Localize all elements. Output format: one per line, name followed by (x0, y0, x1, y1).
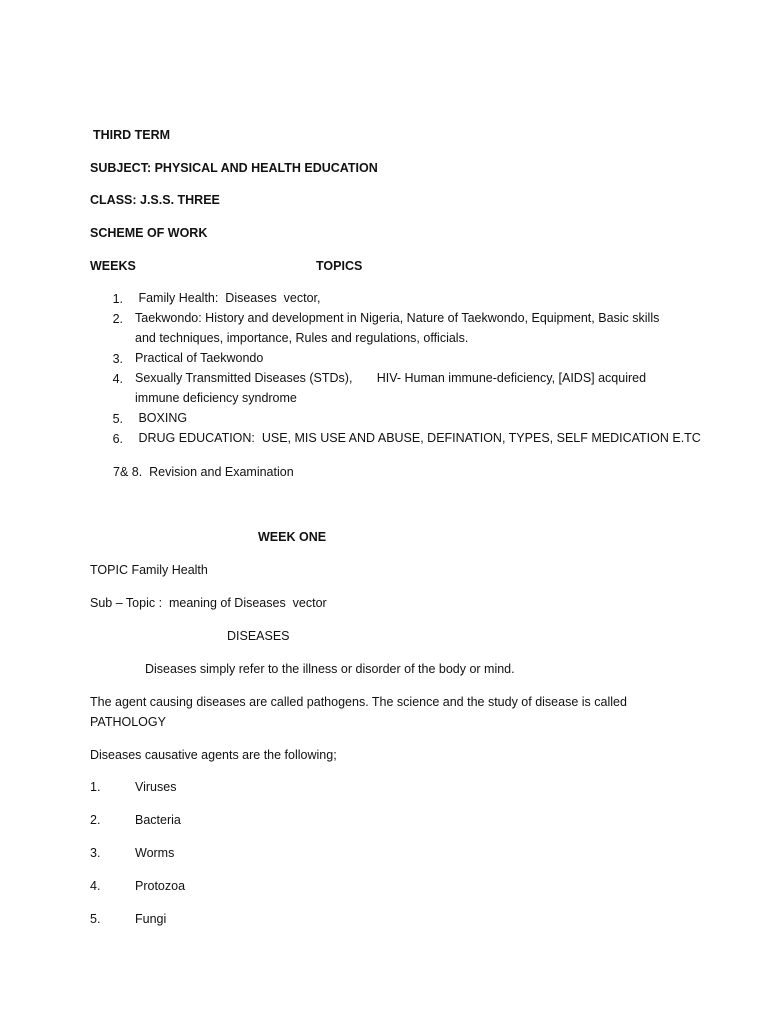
agents-intro: Diseases causative agents are the following; (90, 748, 337, 762)
list-item-number: 3. (112, 352, 123, 366)
list-item: Family Health: Diseases vector, (135, 291, 321, 305)
agent-label: Viruses (135, 780, 177, 794)
scheme-heading: SCHEME OF WORK (90, 226, 208, 240)
term-heading: THIRD TERM (93, 128, 171, 142)
agent-number: 3. (90, 846, 101, 860)
week-one-heading: WEEK ONE (258, 530, 327, 544)
agent-number: 4. (90, 879, 101, 893)
agent-label: Protozoa (135, 879, 186, 893)
topics-column-header: TOPICS (316, 259, 363, 273)
agent-number: 2. (90, 813, 101, 827)
section-title: DISEASES (227, 629, 290, 643)
list-item-number: 5. (112, 412, 123, 426)
agent-label: Worms (135, 846, 175, 860)
revision-line: 7& 8. Revision and Examination (113, 465, 294, 479)
list-item: Practical of Taekwondo (135, 351, 264, 365)
list-item-number: 1. (112, 292, 123, 306)
list-item: Taekwondo: History and development in Nigeria, Nature of Taekwondo, Equipment, Basic skills and techniques, importance, Rules and regulations, officials. (135, 311, 660, 345)
topic-line: TOPIC Family Health (90, 563, 208, 577)
agent-number: 1. (90, 780, 101, 794)
list-item: DRUG EDUCATION: USE, MIS USE AND ABUSE, DEFINATION, TYPES, SELF MEDICATION E.TC (135, 431, 701, 445)
list-item-number: 6. (112, 432, 123, 446)
list-item-number: 2. (112, 312, 123, 326)
subject-heading: SUBJECT: PHYSICAL AND HEALTH EDUCATION (90, 161, 378, 175)
list-item: Sexually Transmitted Diseases (STDs), HIV- Human immune-deficiency, [AIDS] acquired immune deficiency syndrome (135, 371, 650, 405)
list-item: BOXING (135, 411, 188, 425)
subtopic-line: Sub – Topic : meaning of Diseases vector (90, 596, 327, 610)
agent-number: 5. (90, 912, 101, 926)
definition-paragraph: Diseases simply refer to the illness or disorder of the body or mind. (145, 662, 515, 676)
weeks-column-header: WEEKS (90, 259, 136, 273)
pathogens-paragraph: The agent causing diseases are called pathogens. The science and the study of disease is called PATHOLOGY (90, 695, 627, 729)
class-heading: CLASS: J.S.S. THREE (90, 193, 220, 207)
list-item-number: 4. (112, 372, 123, 386)
agent-label: Bacteria (135, 813, 181, 827)
agent-label: Fungi (135, 912, 167, 926)
